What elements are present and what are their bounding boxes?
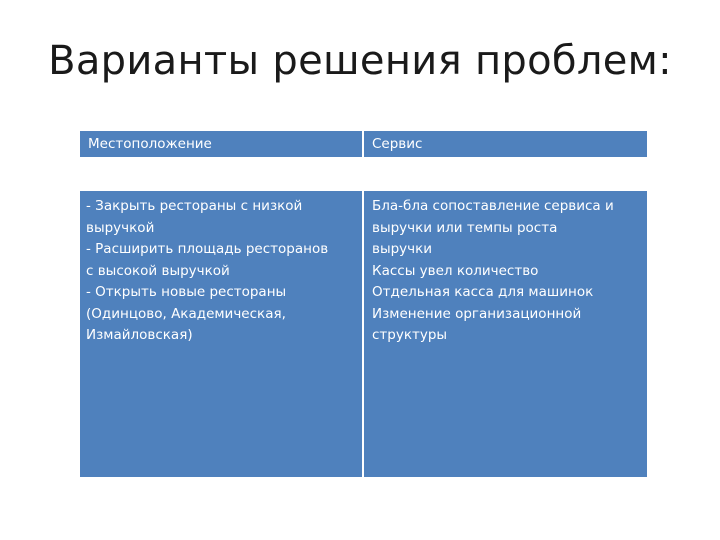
service-line: выручки (372, 241, 433, 257)
service-line: выручки или темпы роста (372, 219, 558, 236)
service-line: Кассы увел количество (372, 262, 539, 279)
location-line: - Открыть новые рестораны (86, 284, 287, 300)
location-line: Измайловская) (86, 327, 193, 343)
service-line: Бла-бла сопоставление сервиса и (372, 198, 614, 214)
slide-title: Варианты решения проблем: (48, 38, 672, 84)
location-line: - Закрыть рестораны с низкой (86, 198, 303, 214)
service-line: структуры (372, 327, 448, 343)
location-line: с высокой выручкой (86, 262, 230, 279)
body-cell-service (364, 191, 647, 477)
header-cell-service (364, 131, 647, 157)
header-label-location: Местоположение (88, 136, 212, 152)
location-line: (Одинцово, Академическая, (86, 305, 286, 322)
row-separator (80, 157, 647, 191)
body-cell-location (80, 191, 362, 477)
service-line: Изменение организационной (372, 305, 582, 322)
service-line: Отдельная касса для машинок (372, 284, 594, 300)
solutions-table (80, 131, 647, 477)
location-line: выручкой (86, 219, 155, 236)
header-cell-location (80, 131, 362, 157)
location-line: - Расширить площадь ресторанов (86, 241, 329, 257)
header-label-service: Сервис (372, 136, 423, 152)
